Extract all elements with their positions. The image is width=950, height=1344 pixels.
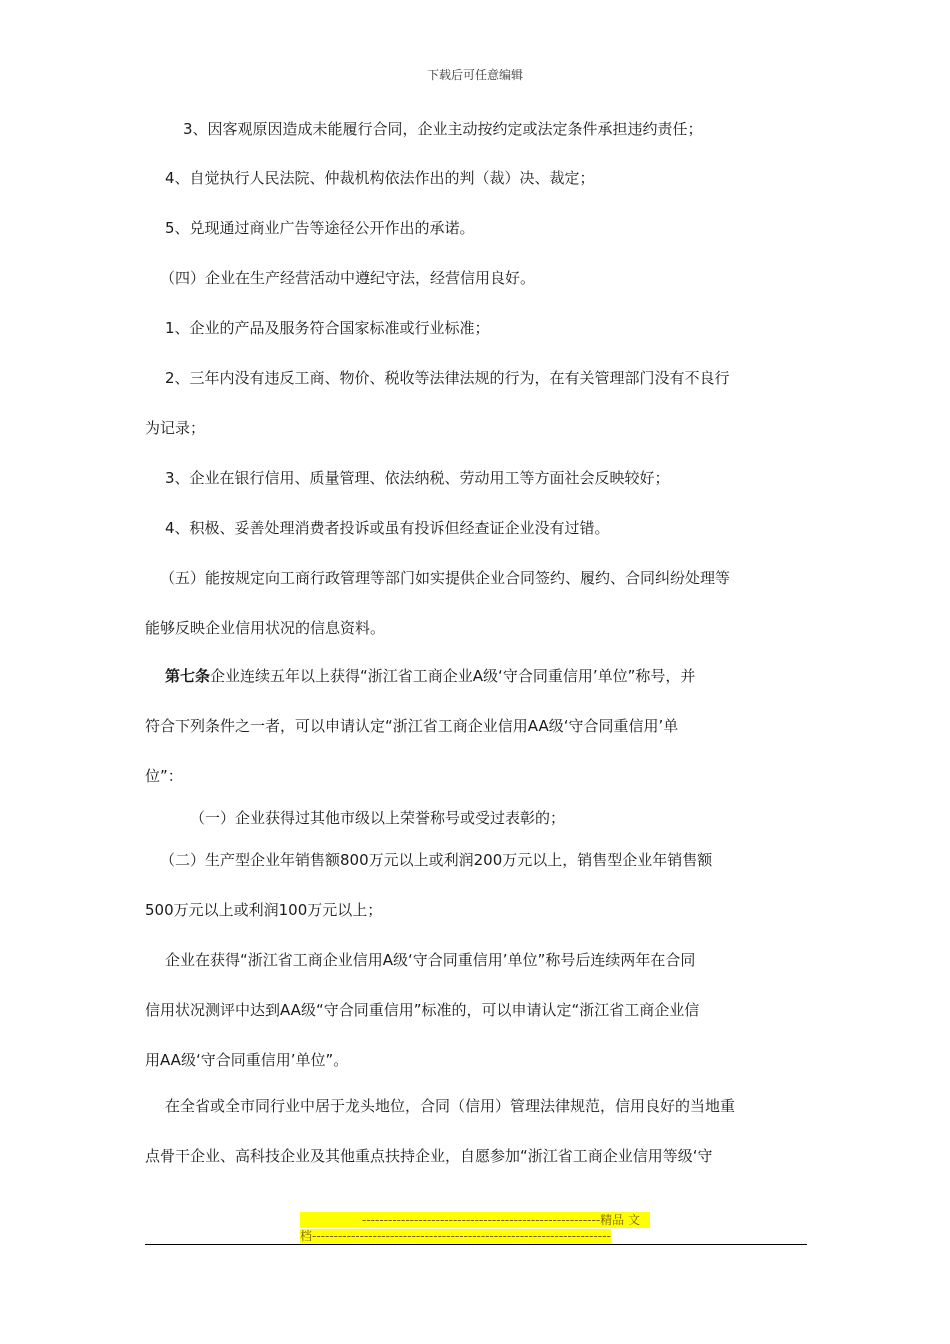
article-seven-title: 第七条 [165, 667, 211, 685]
page-header: 下载后可任意编辑 [426, 68, 523, 82]
text-line: 用AA级‘守合同重信用’单位”。 [145, 1051, 349, 1069]
text-line: 5、兑现通过商业广告等途径公开作出的承诺。 [165, 219, 475, 237]
text-line: （五）能按规定向工商行政管理等部门如实提供企业合同签约、履约、合同纠纷处理等 [160, 569, 731, 587]
text-line: 位”： [145, 767, 183, 785]
text-line: 4、积极、妥善处理消费者投诉或虽有投诉但经查证企业没有过错。 [165, 519, 610, 537]
text-line: （四）企业在生产经营活动中遵纪守法，经营信用良好。 [160, 269, 536, 287]
text-line: 2、三年内没有违反工商、物价、税收等法律法规的行为，在有关管理部门没有不良行 [165, 369, 730, 387]
text-line: 1、企业的产品及服务符合国家标准或行业标准； [165, 319, 490, 337]
footer-line-2: 档--------------------------------------------------------------------- [300, 1229, 611, 1243]
text-line: 在全省或全市同行业中居于龙头地位，合同（信用）管理法律规范，信用良好的当地重 [165, 1097, 736, 1115]
text-line: 企业在获得“浙江省工商企业信用A级‘守合同重信用’单位”称号后连续两年在合同 [165, 951, 696, 969]
text-line: 500万元以上或利润100万元以上； [145, 901, 383, 919]
footer-line-1: -------------------------------------------------------精品 文 [300, 1212, 650, 1228]
article-seven-line [165, 666, 695, 686]
text-line: 点骨干企业、高科技企业及其他重点扶持企业，自愿参加“浙江省工商企业信用等级‘守 [145, 1147, 713, 1165]
text-line: 3、企业在银行信用、质量管理、依法纳税、劳动用工等方面社会反映较好； [165, 469, 670, 487]
text-line: 为记录； [145, 419, 206, 437]
text-line: 能够反映企业信用状况的信息资料。 [145, 619, 386, 637]
article-seven-text: 企业连续五年以上获得“浙江省工商企业A级‘守合同重信用’单位”称号，并 [210, 667, 696, 685]
text-line: 信用状况测评中达到AA级“守合同重信用”标准的，可以申请认定“浙江省工商企业信 [145, 1001, 700, 1019]
text-line: 4、自觉执行人民法院、仲裁机构依法作出的判（裁）决、裁定； [165, 169, 595, 187]
text-line: （一）企业获得过其他市级以上荣誉称号或受过表彰的； [190, 809, 566, 827]
text-line: （二）生产型企业年销售额800万元以上或利润200万元以上，销售型企业年销售额 [160, 851, 713, 869]
text-line: 3、因客观原因造成未能履行合同，企业主动按约定或法定条件承担违约责任； [183, 120, 703, 138]
footer-watermark [300, 1212, 650, 1244]
text-line: 符合下列条件之一者，可以申请认定“浙江省工商企业信用AA级‘守合同重信用’单 [145, 717, 679, 735]
footer-divider [145, 1244, 807, 1245]
